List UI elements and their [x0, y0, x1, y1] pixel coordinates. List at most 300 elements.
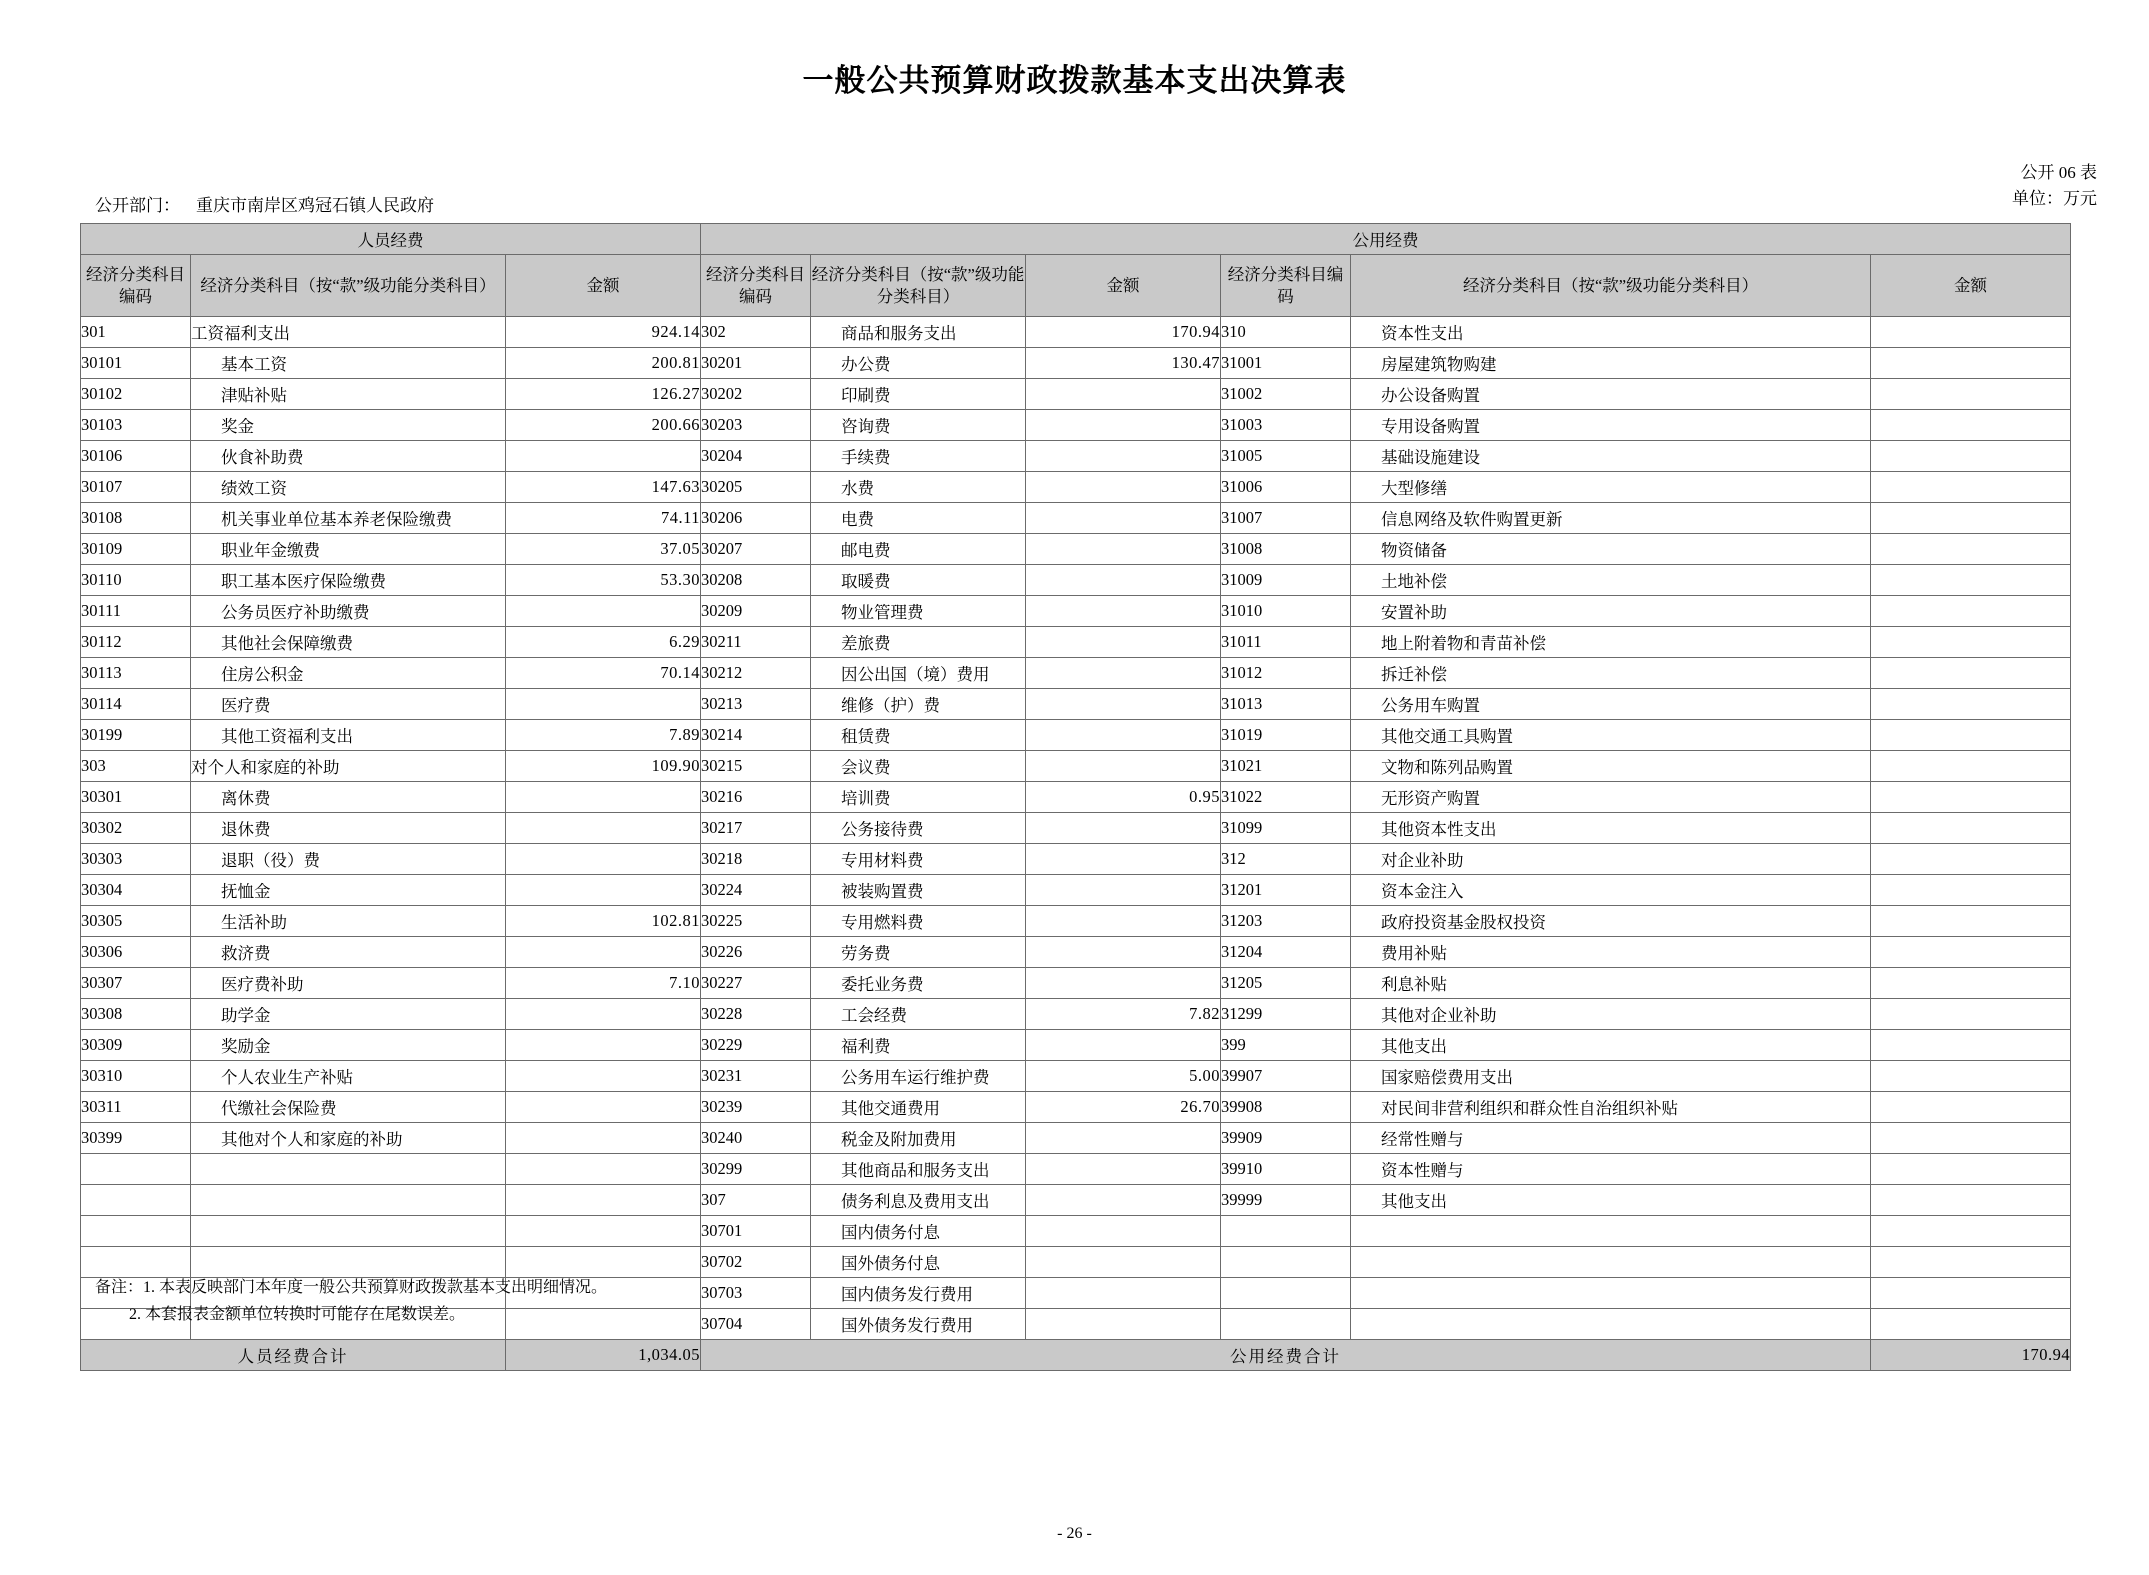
table-row	[81, 565, 2071, 596]
cell-name-personnel: 其他工资福利支出	[191, 720, 506, 751]
cell-name-capital: 政府投资基金股权投资	[1351, 906, 1871, 937]
col-header-code-2: 经济分类科目编码	[701, 255, 811, 317]
cell-amount-goods	[1026, 596, 1221, 627]
cell-amount-capital	[1871, 1030, 2071, 1061]
cell-amount-capital	[1871, 937, 2071, 968]
col-header-amount-3: 金额	[1871, 255, 2071, 317]
cell-code-goods: 30201	[701, 348, 811, 379]
cell-amount-personnel	[506, 441, 701, 472]
table-row	[81, 348, 2071, 379]
page-title: 一般公共预算财政拨款基本支出决算表	[802, 63, 1347, 98]
table-row	[81, 1154, 2071, 1185]
note-line-2: 2. 本套报表金额单位转换时可能存在尾数误差。	[129, 1306, 466, 1323]
budget-table	[80, 223, 2071, 1371]
cell-amount-personnel: 7.10	[506, 968, 701, 999]
cell-amount-capital	[1871, 689, 2071, 720]
cell-code-goods: 30204	[701, 441, 811, 472]
table-row	[81, 968, 2071, 999]
cell-code-capital: 31299	[1221, 999, 1351, 1030]
cell-name-capital: 物资储备	[1351, 534, 1871, 565]
cell-amount-capital	[1871, 1092, 2071, 1123]
cell-amount-capital	[1871, 565, 2071, 596]
cell-code-personnel: 30308	[81, 999, 191, 1030]
cell-amount-personnel	[506, 875, 701, 906]
cell-amount-capital	[1871, 1278, 2071, 1309]
cell-name-personnel: 职业年金缴费	[191, 534, 506, 565]
cell-code-goods: 30225	[701, 906, 811, 937]
cell-code-capital: 39999	[1221, 1185, 1351, 1216]
cell-code-goods: 30209	[701, 596, 811, 627]
table-row	[81, 1061, 2071, 1092]
cell-code-capital	[1221, 1216, 1351, 1247]
cell-name-personnel	[191, 1185, 506, 1216]
cell-code-personnel: 30306	[81, 937, 191, 968]
cell-name-capital: 公务用车购置	[1351, 689, 1871, 720]
cell-code-personnel: 30399	[81, 1123, 191, 1154]
cell-amount-capital	[1871, 503, 2071, 534]
table-header	[81, 224, 2071, 317]
cell-code-goods: 30216	[701, 782, 811, 813]
table-row	[81, 720, 2071, 751]
cell-amount-capital	[1871, 968, 2071, 999]
cell-amount-goods: 0.95	[1026, 782, 1221, 813]
cell-code-personnel: 30309	[81, 1030, 191, 1061]
cell-name-personnel: 其他对个人和家庭的补助	[191, 1123, 506, 1154]
cell-name-capital: 费用补贴	[1351, 937, 1871, 968]
cell-amount-personnel	[506, 1092, 701, 1123]
cell-name-goods: 取暖费	[811, 565, 1026, 596]
cell-code-goods: 30203	[701, 410, 811, 441]
cell-code-capital: 310	[1221, 317, 1351, 348]
cell-name-personnel: 对个人和家庭的补助	[191, 751, 506, 782]
form-meta	[2012, 160, 2097, 212]
cell-name-capital: 其他资本性支出	[1351, 813, 1871, 844]
cell-code-capital: 31011	[1221, 627, 1351, 658]
cell-code-goods: 30218	[701, 844, 811, 875]
cell-name-capital: 文物和陈列品购置	[1351, 751, 1871, 782]
cell-name-capital: 基础设施建设	[1351, 441, 1871, 472]
cell-amount-capital	[1871, 317, 2071, 348]
cell-name-personnel: 医疗费补助	[191, 968, 506, 999]
cell-amount-goods	[1026, 1278, 1221, 1309]
cell-name-goods: 手续费	[811, 441, 1026, 472]
cell-amount-capital	[1871, 844, 2071, 875]
cell-name-capital: 土地补偿	[1351, 565, 1871, 596]
cell-amount-goods	[1026, 503, 1221, 534]
table-row	[81, 627, 2071, 658]
cell-name-goods: 专用材料费	[811, 844, 1026, 875]
personnel-total-label: 人员经费合计	[81, 1340, 506, 1371]
cell-code-capital: 31012	[1221, 658, 1351, 689]
cell-name-personnel: 住房公积金	[191, 658, 506, 689]
cell-amount-capital	[1871, 813, 2071, 844]
col-header-name-1: 经济分类科目（按“款”级功能分类科目）	[191, 255, 506, 317]
cell-name-capital: 对企业补助	[1351, 844, 1871, 875]
cell-amount-personnel: 200.66	[506, 410, 701, 441]
cell-name-personnel: 抚恤金	[191, 875, 506, 906]
table-row	[81, 596, 2071, 627]
cell-amount-goods: 26.70	[1026, 1092, 1221, 1123]
cell-code-goods: 30212	[701, 658, 811, 689]
cell-amount-capital	[1871, 999, 2071, 1030]
cell-amount-personnel: 37.05	[506, 534, 701, 565]
cell-amount-goods	[1026, 1123, 1221, 1154]
cell-amount-personnel	[506, 1061, 701, 1092]
cell-code-personnel: 30302	[81, 813, 191, 844]
table-footer	[81, 1340, 2071, 1371]
cell-amount-goods	[1026, 875, 1221, 906]
cell-code-personnel	[81, 1247, 191, 1278]
cell-code-capital: 39907	[1221, 1061, 1351, 1092]
cell-name-personnel: 其他社会保障缴费	[191, 627, 506, 658]
cell-code-personnel: 30110	[81, 565, 191, 596]
cell-name-goods: 税金及附加费用	[811, 1123, 1026, 1154]
department-label: 公开部门：	[95, 196, 180, 215]
personnel-total-value: 1,034.05	[506, 1340, 701, 1371]
cell-code-capital: 31009	[1221, 565, 1351, 596]
cell-amount-capital	[1871, 658, 2071, 689]
cell-name-goods: 国内债务付息	[811, 1216, 1026, 1247]
cell-name-goods: 国内债务发行费用	[811, 1278, 1026, 1309]
notes	[95, 1274, 607, 1328]
cell-amount-capital	[1871, 410, 2071, 441]
page-number: - 26 -	[1057, 1525, 1092, 1542]
cell-name-goods: 水费	[811, 472, 1026, 503]
cell-code-personnel: 30305	[81, 906, 191, 937]
cell-amount-goods	[1026, 813, 1221, 844]
cell-amount-personnel	[506, 1247, 701, 1278]
table-row	[81, 751, 2071, 782]
cell-name-capital: 专用设备购置	[1351, 410, 1871, 441]
cell-code-capital: 31005	[1221, 441, 1351, 472]
cell-name-capital	[1351, 1247, 1871, 1278]
cell-name-capital: 大型修缮	[1351, 472, 1871, 503]
cell-amount-goods	[1026, 565, 1221, 596]
cell-amount-goods	[1026, 720, 1221, 751]
cell-code-personnel: 30114	[81, 689, 191, 720]
cell-name-goods: 其他商品和服务支出	[811, 1154, 1026, 1185]
cell-code-personnel: 30310	[81, 1061, 191, 1092]
cell-name-goods: 办公费	[811, 348, 1026, 379]
cell-name-personnel: 退休费	[191, 813, 506, 844]
cell-amount-goods	[1026, 658, 1221, 689]
cell-amount-goods: 5.00	[1026, 1061, 1221, 1092]
cell-code-goods: 30227	[701, 968, 811, 999]
cell-name-capital: 其他支出	[1351, 1030, 1871, 1061]
cell-amount-capital	[1871, 1309, 2071, 1340]
cell-code-capital: 31203	[1221, 906, 1351, 937]
cell-amount-personnel: 924.14	[506, 317, 701, 348]
cell-code-goods: 302	[701, 317, 811, 348]
cell-amount-goods	[1026, 751, 1221, 782]
cell-amount-capital	[1871, 1247, 2071, 1278]
cell-code-personnel: 30113	[81, 658, 191, 689]
cell-name-personnel	[191, 1247, 506, 1278]
cell-name-goods: 其他交通费用	[811, 1092, 1026, 1123]
cell-name-capital: 房屋建筑物购建	[1351, 348, 1871, 379]
cell-code-capital: 39910	[1221, 1154, 1351, 1185]
cell-amount-goods	[1026, 627, 1221, 658]
cell-amount-goods	[1026, 689, 1221, 720]
cell-name-capital: 资本性赠与	[1351, 1154, 1871, 1185]
cell-amount-goods	[1026, 534, 1221, 565]
cell-name-capital	[1351, 1278, 1871, 1309]
cell-code-capital: 31001	[1221, 348, 1351, 379]
cell-code-capital: 31201	[1221, 875, 1351, 906]
cell-name-personnel: 职工基本医疗保险缴费	[191, 565, 506, 596]
cell-amount-personnel	[506, 782, 701, 813]
cell-name-goods: 物业管理费	[811, 596, 1026, 627]
col-header-code-3: 经济分类科目编码	[1221, 255, 1351, 317]
cell-amount-goods: 170.94	[1026, 317, 1221, 348]
cell-name-goods: 债务利息及费用支出	[811, 1185, 1026, 1216]
cell-code-goods: 30231	[701, 1061, 811, 1092]
cell-code-personnel: 301	[81, 317, 191, 348]
cell-amount-goods	[1026, 1247, 1221, 1278]
col-header-amount-1: 金额	[506, 255, 701, 317]
col-header-amount-2: 金额	[1026, 255, 1221, 317]
cell-name-capital	[1351, 1216, 1871, 1247]
cell-amount-capital	[1871, 441, 2071, 472]
table-row	[81, 937, 2071, 968]
cell-code-personnel: 30101	[81, 348, 191, 379]
cell-code-capital: 31006	[1221, 472, 1351, 503]
cell-amount-capital	[1871, 627, 2071, 658]
cell-code-personnel: 30106	[81, 441, 191, 472]
cell-code-capital: 31021	[1221, 751, 1351, 782]
cell-code-capital: 399	[1221, 1030, 1351, 1061]
cell-amount-goods	[1026, 1185, 1221, 1216]
cell-code-personnel: 303	[81, 751, 191, 782]
cell-code-goods: 30299	[701, 1154, 811, 1185]
table-row	[81, 503, 2071, 534]
cell-name-goods: 因公出国（境）费用	[811, 658, 1026, 689]
cell-code-goods: 30702	[701, 1247, 811, 1278]
cell-amount-capital	[1871, 534, 2071, 565]
cell-code-personnel: 30199	[81, 720, 191, 751]
cell-code-personnel: 30311	[81, 1092, 191, 1123]
cell-name-capital: 其他对企业补助	[1351, 999, 1871, 1030]
cell-code-personnel	[81, 1185, 191, 1216]
table-row	[81, 875, 2071, 906]
group-header-personnel: 人员经费	[81, 224, 701, 255]
cell-code-goods: 30226	[701, 937, 811, 968]
cell-code-goods: 30217	[701, 813, 811, 844]
cell-name-capital: 其他交通工具购置	[1351, 720, 1871, 751]
cell-name-goods: 商品和服务支出	[811, 317, 1026, 348]
cell-name-personnel: 救济费	[191, 937, 506, 968]
cell-name-goods: 国外债务付息	[811, 1247, 1026, 1278]
cell-name-personnel: 伙食补助费	[191, 441, 506, 472]
cell-code-goods: 30215	[701, 751, 811, 782]
cell-name-capital: 利息补贴	[1351, 968, 1871, 999]
table-row	[81, 906, 2071, 937]
table-row	[81, 1247, 2071, 1278]
cell-amount-goods	[1026, 906, 1221, 937]
cell-name-goods: 被装购置费	[811, 875, 1026, 906]
cell-code-goods: 30202	[701, 379, 811, 410]
cell-name-capital: 无形资产购置	[1351, 782, 1871, 813]
table-row	[81, 813, 2071, 844]
cell-amount-personnel: 70.14	[506, 658, 701, 689]
cell-amount-personnel: 200.81	[506, 348, 701, 379]
cell-name-personnel: 奖励金	[191, 1030, 506, 1061]
cell-name-personnel: 代缴社会保险费	[191, 1092, 506, 1123]
cell-code-capital: 31002	[1221, 379, 1351, 410]
cell-code-goods: 30703	[701, 1278, 811, 1309]
cell-amount-capital	[1871, 1154, 2071, 1185]
cell-amount-capital	[1871, 596, 2071, 627]
cell-amount-capital	[1871, 348, 2071, 379]
cell-amount-personnel: 74.11	[506, 503, 701, 534]
cell-name-personnel: 工资福利支出	[191, 317, 506, 348]
cell-name-goods: 邮电费	[811, 534, 1026, 565]
cell-amount-goods	[1026, 379, 1221, 410]
cell-name-goods: 租赁费	[811, 720, 1026, 751]
table-row	[81, 689, 2071, 720]
cell-code-personnel: 30111	[81, 596, 191, 627]
col-header-name-2: 经济分类科目（按“款”级功能分类科目）	[811, 255, 1026, 317]
cell-amount-capital	[1871, 875, 2071, 906]
cell-code-goods: 30239	[701, 1092, 811, 1123]
cell-code-capital: 39908	[1221, 1092, 1351, 1123]
cell-amount-goods	[1026, 1309, 1221, 1340]
cell-amount-personnel: 53.30	[506, 565, 701, 596]
cell-amount-personnel	[506, 689, 701, 720]
cell-amount-goods	[1026, 937, 1221, 968]
cell-name-capital: 安置补助	[1351, 596, 1871, 627]
cell-amount-capital	[1871, 1216, 2071, 1247]
cell-name-capital: 国家赔偿费用支出	[1351, 1061, 1871, 1092]
cell-name-personnel: 机关事业单位基本养老保险缴费	[191, 503, 506, 534]
cell-name-goods: 咨询费	[811, 410, 1026, 441]
cell-name-goods: 培训费	[811, 782, 1026, 813]
table-row	[81, 534, 2071, 565]
page	[0, 55, 2149, 1575]
cell-amount-personnel	[506, 1185, 701, 1216]
table-row	[81, 1185, 2071, 1216]
cell-name-goods: 电费	[811, 503, 1026, 534]
cell-amount-goods	[1026, 844, 1221, 875]
table-row	[81, 844, 2071, 875]
cell-code-capital: 31205	[1221, 968, 1351, 999]
cell-name-capital	[1351, 1309, 1871, 1340]
cell-code-goods: 307	[701, 1185, 811, 1216]
cell-name-personnel: 基本工资	[191, 348, 506, 379]
cell-name-personnel: 退职（役）费	[191, 844, 506, 875]
form-number: 公开 06 表	[2020, 163, 2097, 182]
cell-code-capital: 31019	[1221, 720, 1351, 751]
cell-amount-capital	[1871, 1185, 2071, 1216]
cell-code-capital	[1221, 1278, 1351, 1309]
cell-code-goods: 30701	[701, 1216, 811, 1247]
cell-amount-goods	[1026, 968, 1221, 999]
cell-name-goods: 工会经费	[811, 999, 1026, 1030]
cell-code-capital: 31204	[1221, 937, 1351, 968]
cell-name-capital: 信息网络及软件购置更新	[1351, 503, 1871, 534]
table-row	[81, 1216, 2071, 1247]
cell-amount-personnel	[506, 1216, 701, 1247]
cell-name-personnel: 绩效工资	[191, 472, 506, 503]
table-body	[81, 317, 2071, 1340]
cell-name-personnel	[191, 1216, 506, 1247]
public-total-value: 170.94	[1871, 1340, 2071, 1371]
table-row	[81, 782, 2071, 813]
cell-name-goods: 印刷费	[811, 379, 1026, 410]
cell-name-capital: 资本性支出	[1351, 317, 1871, 348]
cell-amount-capital	[1871, 1123, 2071, 1154]
cell-code-personnel: 30307	[81, 968, 191, 999]
cell-code-goods: 30229	[701, 1030, 811, 1061]
cell-name-personnel: 助学金	[191, 999, 506, 1030]
cell-amount-goods	[1026, 1154, 1221, 1185]
cell-amount-personnel: 6.29	[506, 627, 701, 658]
cell-amount-personnel	[506, 1123, 701, 1154]
cell-name-personnel: 生活补助	[191, 906, 506, 937]
table-row	[81, 472, 2071, 503]
cell-amount-personnel	[506, 596, 701, 627]
cell-amount-personnel	[506, 1154, 701, 1185]
cell-code-capital: 31007	[1221, 503, 1351, 534]
cell-amount-personnel: 126.27	[506, 379, 701, 410]
table-row	[81, 658, 2071, 689]
table-row	[81, 317, 2071, 348]
cell-amount-goods	[1026, 472, 1221, 503]
cell-name-capital: 地上附着物和青苗补偿	[1351, 627, 1871, 658]
cell-name-goods: 福利费	[811, 1030, 1026, 1061]
cell-name-personnel: 奖金	[191, 410, 506, 441]
cell-code-capital	[1221, 1247, 1351, 1278]
cell-code-personnel: 30112	[81, 627, 191, 658]
cell-amount-goods: 130.47	[1026, 348, 1221, 379]
cell-amount-capital	[1871, 720, 2071, 751]
table-row	[81, 1092, 2071, 1123]
note-line-1: 备注：1. 本表反映部门本年度一般公共预算财政拨款基本支出明细情况。	[95, 1279, 608, 1296]
cell-name-capital: 拆迁补偿	[1351, 658, 1871, 689]
cell-name-capital: 资本金注入	[1351, 875, 1871, 906]
cell-amount-personnel: 7.89	[506, 720, 701, 751]
cell-name-goods: 维修（护）费	[811, 689, 1026, 720]
cell-code-personnel: 30102	[81, 379, 191, 410]
department-name: 重庆市南岸区鸡冠石镇人民政府	[196, 196, 434, 215]
cell-amount-personnel	[506, 1030, 701, 1061]
cell-amount-personnel	[506, 813, 701, 844]
cell-code-personnel: 30303	[81, 844, 191, 875]
cell-name-goods: 差旅费	[811, 627, 1026, 658]
cell-code-goods: 30205	[701, 472, 811, 503]
cell-name-capital: 经常性赠与	[1351, 1123, 1871, 1154]
cell-amount-personnel	[506, 937, 701, 968]
cell-code-goods: 30206	[701, 503, 811, 534]
cell-code-capital: 31003	[1221, 410, 1351, 441]
cell-code-goods: 30208	[701, 565, 811, 596]
cell-code-capital: 31099	[1221, 813, 1351, 844]
cell-amount-personnel	[506, 999, 701, 1030]
cell-name-goods: 公务用车运行维护费	[811, 1061, 1026, 1092]
cell-name-personnel: 公务员医疗补助缴费	[191, 596, 506, 627]
cell-code-capital: 31010	[1221, 596, 1351, 627]
cell-amount-goods	[1026, 1216, 1221, 1247]
cell-name-personnel: 个人农业生产补贴	[191, 1061, 506, 1092]
cell-code-goods: 30213	[701, 689, 811, 720]
cell-code-personnel	[81, 1216, 191, 1247]
cell-code-goods: 30207	[701, 534, 811, 565]
cell-amount-capital	[1871, 379, 2071, 410]
cell-amount-goods	[1026, 410, 1221, 441]
cell-code-personnel: 30107	[81, 472, 191, 503]
cell-code-capital: 31008	[1221, 534, 1351, 565]
cell-name-goods: 公务接待费	[811, 813, 1026, 844]
